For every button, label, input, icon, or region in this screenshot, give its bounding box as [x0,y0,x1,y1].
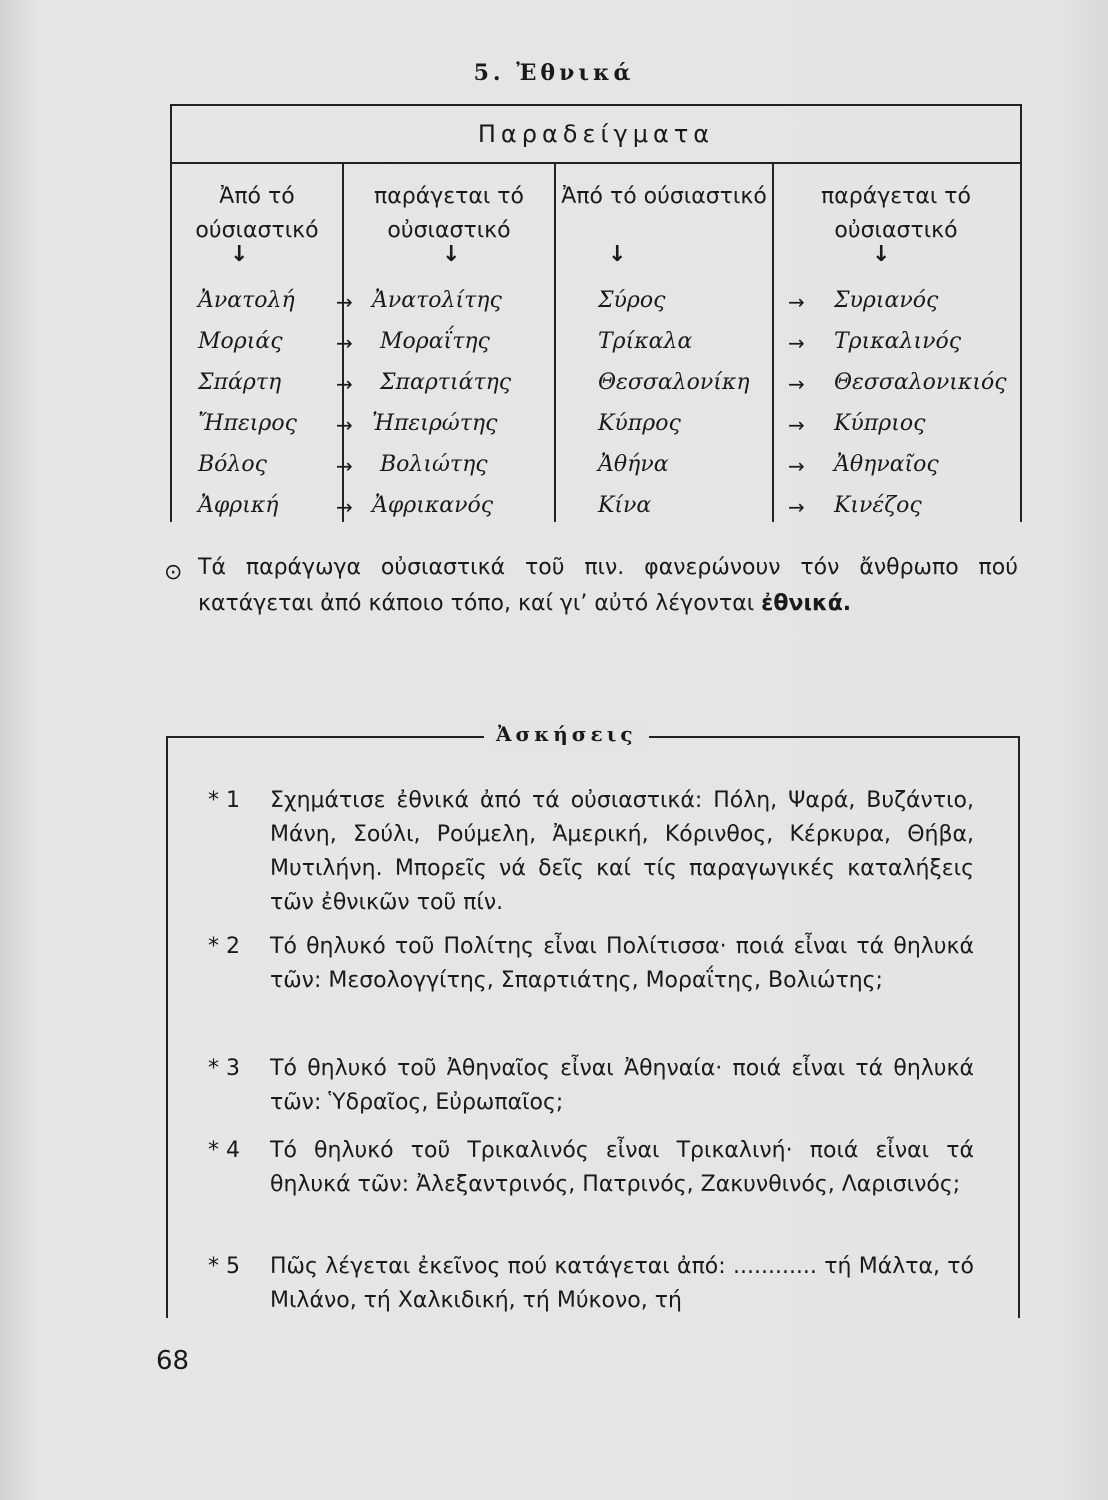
table-cell-noun: Κίνα [598,493,652,518]
table-cell-noun: Κύπρος [598,411,681,436]
table-cell-noun: Βόλος [198,452,267,477]
exercise-number: * 4 [208,1138,240,1163]
arrow-right-icon: → [788,290,805,314]
arrow-down-icon: ↓ [442,242,461,267]
column-divider-center [554,164,556,522]
section-title: 5. Ἐθνικά [473,60,635,86]
page-number: 68 [156,1346,190,1376]
table-cell-noun: Σύρος [598,288,666,313]
table-cell-derived: Ἀφρικανός [372,493,494,518]
table-cell-derived: Κύπριος [834,411,926,436]
exercises-title: Ἀσκήσεις [484,722,649,746]
arrow-right-icon: → [336,290,353,314]
table-cell-derived: Μοραΐτης [380,329,490,354]
table-cell-noun: Θεσσαλονίκη [598,370,750,395]
rule-bold-term: ἐθνικά. [761,591,852,616]
examples-header: Παραδείγματα [172,106,1020,164]
exercise-text: Πῶς λέγεται ἐκεῖνος πού κατάγεται ἀπό: ............ τή Μάλτα, τό Μιλάνο, τή Χαλκιδική, τή Μύκονο, τή [270,1254,974,1313]
table-cell-derived: Ἀθηναῖος [834,452,939,477]
rule-paragraph [198,550,1018,622]
table-cell-derived: Ἀνατολίτης [372,288,502,313]
arrow-right-icon: → [788,454,805,478]
table-cell-noun: Ἤπειρος [198,411,297,436]
exercise-item [208,1052,974,1120]
table-cell-noun: Ἀθήνα [598,452,669,477]
arrow-right-icon: → [788,495,805,519]
arrow-down-icon: ↓ [872,242,891,267]
table-cell-derived: Τρικαλινός [834,329,962,354]
exercise-text: Τό θηλυκό τοῦ Ἀθηναῖος εἶναι Ἀθηναία· ποιά εἶναι τά θηλυκά τῶν: Ὑδραῖος, Εὐρωπαῖος; [270,1056,974,1115]
examples-table [170,104,1022,522]
table-cell-derived: Κινέζος [834,493,922,518]
rule-marker-icon: ⊙ [164,560,183,585]
exercise-number: * 2 [208,934,240,959]
arrow-down-icon: ↓ [230,242,249,267]
exercise-number: * 1 [208,788,240,813]
table-cell-noun: Τρίκαλα [598,329,693,354]
arrow-down-icon: ↓ [608,242,627,267]
table-cell-noun: Ἀνατολή [198,288,295,313]
arrow-right-icon: → [788,372,805,396]
arrow-right-icon: → [336,495,353,519]
column-header-derived-right: παράγεται τό οὐσιαστικό [820,184,971,243]
table-cell-derived: Βολιώτης [380,452,488,477]
table-cell-derived: Ἠπειρώτης [372,411,498,436]
arrow-right-icon: → [336,331,353,355]
exercise-number: * 5 [208,1254,240,1279]
table-cell-noun: Ἀφρική [198,493,279,518]
arrow-right-icon: → [788,413,805,437]
exercise-item [208,784,974,920]
table-cell-derived: Σπαρτιάτης [380,370,512,395]
table-cell-derived: Συριανός [834,288,939,313]
table-cell-noun: Σπάρτη [198,370,282,395]
exercise-text: Σχημάτισε ἐθνικά ἀπό τά οὐσιαστικά: Πόλη, Ψαρά, Βυζάντιο, Μάνη, Σούλι, Ρούμελη, Ἀμερική, Κόρινθος, Κέρκυρα, Θήβα, Μυτιλήνη. Μπορεῖς νά δεῖς καί τίς παραγωγικές καταλήξεις τῶν ἐθνικῶν τοῦ πίν. [270,788,974,915]
arrow-right-icon: → [336,413,353,437]
exercise-item [208,1134,974,1202]
arrow-right-icon: → [336,454,353,478]
column-header-noun-left: Ἀπό τό ούσιαστικό [195,184,319,243]
column-header-derived-left: παράγεται τό οὐσιαστικό [373,184,524,243]
exercise-text: Τό θηλυκό τοῦ Τρικαλινός εἶναι Τρικαλινή· ποιά εἶναι τά θηλυκά τῶν: Ἀλεξαντρινός, Πατρινός, Ζακυνθινός, Λαρισινός; [270,1138,974,1197]
exercise-item [208,1250,974,1318]
table-cell-noun: Μοριάς [198,329,283,354]
exercise-number: * 3 [208,1056,240,1081]
arrow-right-icon: → [336,372,353,396]
table-cell-derived: Θεσσαλονικιός [834,370,1007,395]
arrow-right-icon: → [788,331,805,355]
rule-text: Τά παράγωγα οὐσιαστικά τοῦ πιν. φανερώνουν τόν ἄνθρωπο πού κατάγεται ἀπό κάποιο τόπο, καί γι’ αὐτό λέγονται [198,555,1018,616]
column-header-noun-right: Ἀπό τό ούσιαστικό [561,184,767,209]
exercise-item [208,930,974,998]
exercise-text: Τό θηλυκό τοῦ Πολίτης εἶναι Πολίτισσα· ποιά εἶναι τά θηλυκά τῶν: Μεσολογγίτης, Σπαρτιάτης, Μοραΐτης, Βολιώτης; [270,934,974,993]
